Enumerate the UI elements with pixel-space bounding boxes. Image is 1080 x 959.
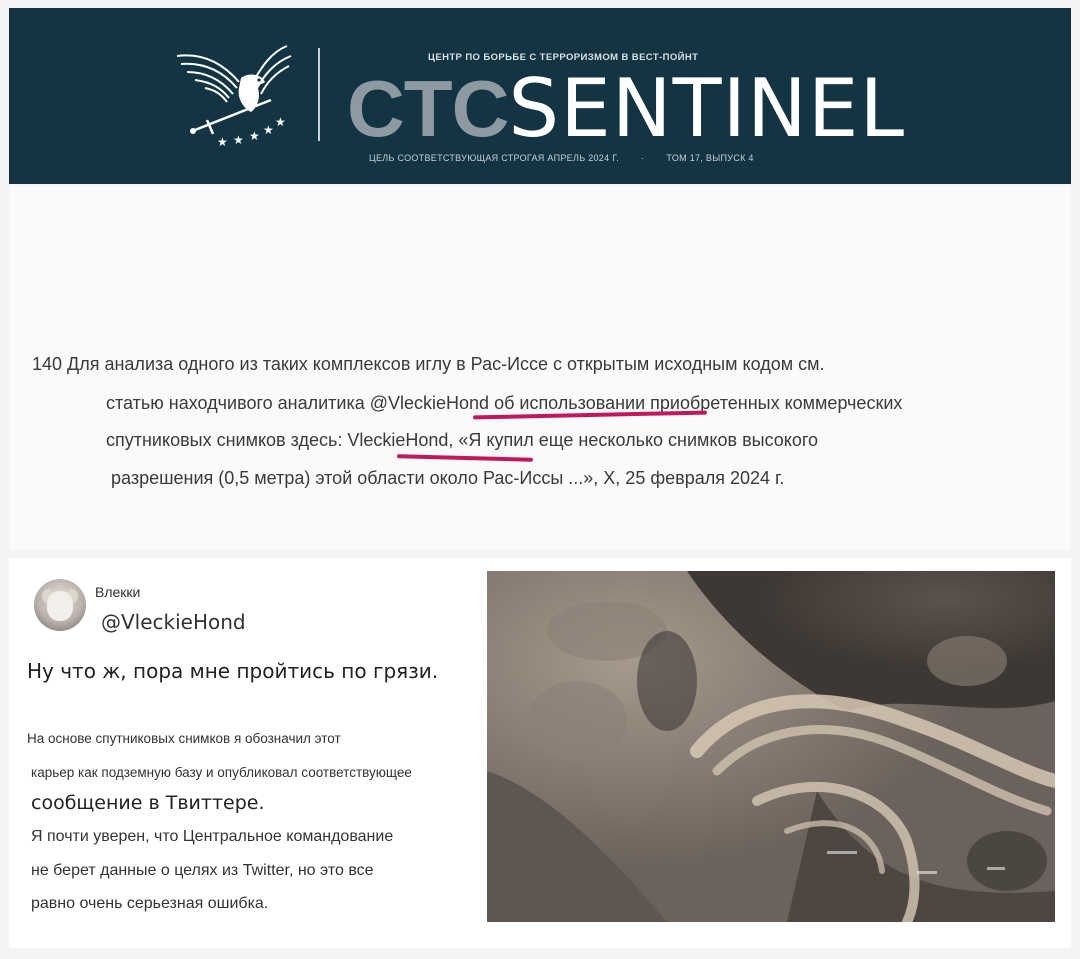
tweet-text-line: карьер как подземную базу и опубликовал соответствующее bbox=[31, 765, 412, 780]
issue-volume: ТОМ 17, ВЫПУСК 4 bbox=[666, 153, 754, 163]
footnote-line: 140 Для анализа одного из таких комплексов иглу в Рас-Иссе с открытым исходным кодом см. bbox=[32, 354, 825, 374]
tweet-card bbox=[9, 558, 1071, 948]
svg-text:★: ★ bbox=[233, 133, 244, 147]
svg-text:★: ★ bbox=[217, 135, 228, 149]
footnote-line: спутниковых снимков здесь: VleckieHond, «Я купил еще несколько снимков высокого bbox=[106, 430, 819, 450]
handwritten-underline bbox=[397, 454, 533, 462]
tweet-text-line: сообщение в Твиттере. bbox=[31, 792, 265, 814]
svg-text:★: ★ bbox=[263, 123, 274, 137]
footnote-block bbox=[9, 186, 1071, 550]
ctc-sentinel-banner bbox=[9, 8, 1071, 184]
tweet-handle[interactable]: @VleckieHond bbox=[101, 610, 246, 634]
avatar-face bbox=[47, 591, 73, 621]
brand-ctc: CTC bbox=[347, 64, 509, 153]
tweet-text-line: не берет данные о целях из Twitter, но это все bbox=[31, 862, 374, 879]
svg-text:★: ★ bbox=[249, 129, 260, 143]
issue-info bbox=[369, 153, 754, 163]
tweet-display-name[interactable]: Влекки bbox=[95, 584, 141, 600]
avatar[interactable] bbox=[34, 579, 86, 631]
svg-text:★: ★ bbox=[275, 115, 286, 129]
satellite-quarry-image bbox=[487, 571, 1055, 922]
tweet-text-line: равно очень серьезная ошибка. bbox=[31, 895, 269, 912]
footnote-line: разрешения (0,5 метра) этой области около Рас-Иссы ...», X, 25 февраля 2024 г. bbox=[111, 468, 785, 488]
footnote-line: статью находчивого аналитика @VleckieHond об использовании приобретенных коммерческих bbox=[106, 393, 903, 413]
masthead-title bbox=[347, 62, 906, 155]
center-name: ЦЕНТР ПО БОРЬБЕ С ТЕРРОРИЗМОМ В ВЕСТ-ПОЙНТ bbox=[428, 52, 699, 63]
eagle-sword-logo-icon bbox=[167, 38, 297, 150]
issue-separator: · bbox=[641, 153, 645, 163]
tweet-main-text: Ну что ж, пора мне пройтись по грязи. bbox=[27, 659, 439, 683]
brand-sentinel: SENTINEL bbox=[508, 62, 906, 155]
logo-divider bbox=[318, 48, 320, 141]
issue-date: ЦЕЛЬ СООТВЕТСТВУЮЩАЯ СТРОГАЯ АПРЕЛЬ 2024 Г. bbox=[369, 153, 620, 163]
tweet-text-line: Я почти уверен, что Центральное командование bbox=[31, 828, 394, 845]
tweet-text-line: На основе спутниковых снимков я обозначил этот bbox=[27, 731, 341, 746]
